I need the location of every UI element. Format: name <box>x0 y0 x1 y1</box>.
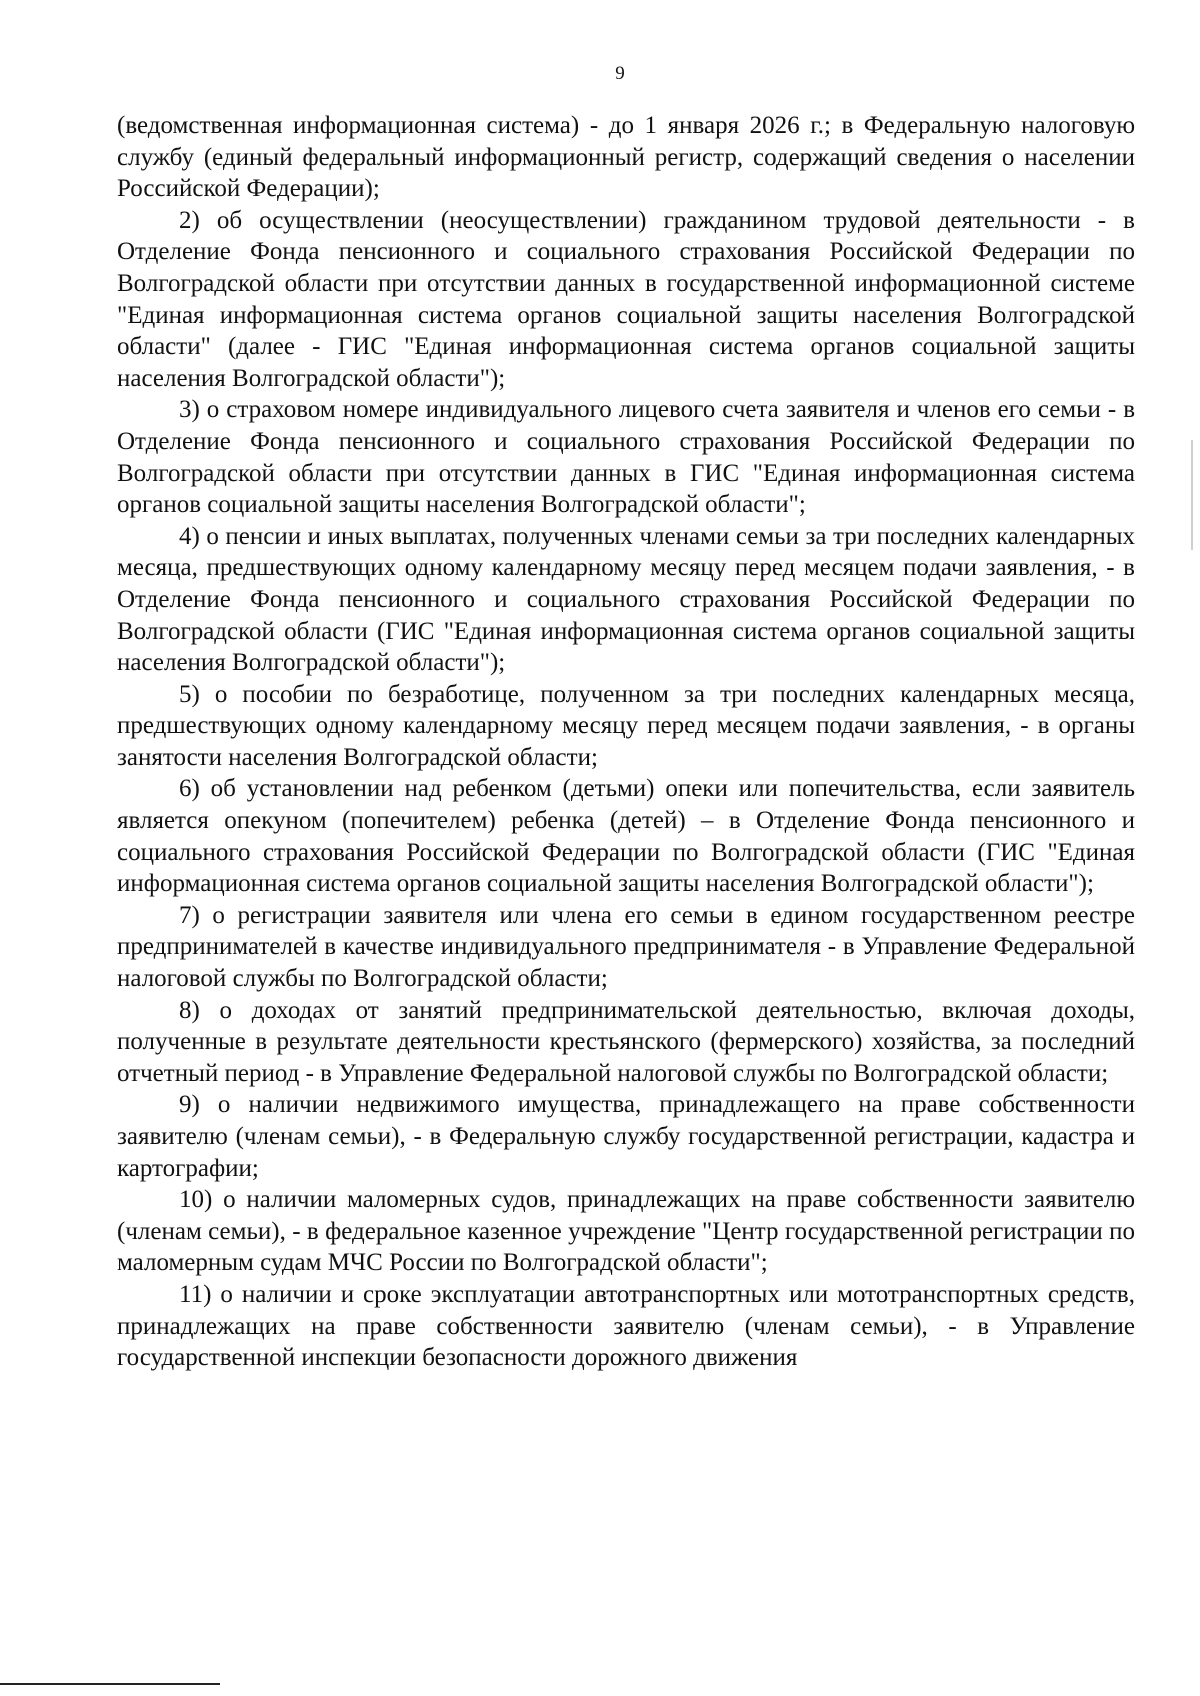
paragraph-item-8: 8) о доходах от занятий предпринимательской деятельностью, включая доходы, полученные в результате деятельности крестьянского (фермерского) хозяйства, за последний отчетный период - в Управление Федеральной налоговой службы по Волгоградской области; <box>117 996 1135 1087</box>
paragraph-item-4: 4) о пенсии и иных выплатах, полученных членами семьи за три последних календарных месяца, предшествующих одному календарному месяцу перед месяцем подачи заявления, - в Отделение Фонда пенсионного и социального страхования Российской Федерации по Волгоградской области (ГИС "Единая информационная система органов социальной защиты населения Волгоградской области"); <box>117 522 1135 677</box>
document-body <box>117 110 1135 1374</box>
paragraph-item-2: 2) об осуществлении (неосуществлении) гражданином трудовой деятельности - в Отделение Фонда пенсионного и социального страхования Российской Федерации по Волгоградской области при отсутствии данных в государственной информационной системе "Единая информационная система органов социальной защиты населения Волгоградской области" (далее - ГИС "Единая информационная система органов социальной защиты населения Волгоградской области"); <box>117 206 1135 392</box>
paragraph-continuation: (ведомственная информационная система) - до 1 января 2026 г.; в Федеральную налоговую службу (единый федеральный информационный регистр, содержащий сведения о населении Российской Федерации); <box>117 112 1135 203</box>
paragraph-item-3: 3) о страховом номере индивидуального лицевого счета заявителя и членов его семьи - в Отделение Фонда пенсионного и социального страхования Российской Федерации по Волгоградской области при отсутствии данных в ГИС "Единая информационная система органов социальной защиты населения Волгоградской области"; <box>117 396 1135 519</box>
paragraph-item-11: 11) о наличии и сроке эксплуатации автотранспортных или мототранспортных средств, принадлежащих на праве собственности заявителю (членам семьи), - в Управление государственной инспекции безопасности дорожного движения <box>117 1280 1135 1372</box>
paragraph-item-5: 5) о пособии по безработице, полученном за три последних календарных месяца, предшествующих одному календарному месяцу перед месяцем подачи заявления, - в органы занятости населения Волгоградской области; <box>117 680 1135 771</box>
page-number: 9 <box>615 63 625 84</box>
paragraph-item-6: 6) об установлении над ребенком (детьми) опеки или попечительства, если заявитель является опекуном (попечителем) ребенка (детей) – в Отделение Фонда пенсионного и социального страхования Российской Федерации по Волгоградской области (ГИС "Единая информационная система органов социальной защиты населения Волгоградской области"); <box>117 775 1135 898</box>
paragraph-item-7: 7) о регистрации заявителя или члена его семьи в едином государственном реестре предпринимателей в качестве индивидуального предпринимателя - в Управление Федеральной налоговой службы по Волгоградской области; <box>117 901 1135 993</box>
footer-rule <box>0 1683 220 1685</box>
scan-edge-mark <box>1191 440 1193 550</box>
paragraph-item-9: 9) о наличии недвижимого имущества, принадлежащего на праве собственности заявителю (членам семьи), - в Федеральную службу государственной регистрации, кадастра и картографии; <box>117 1091 1135 1182</box>
paragraph-item-10: 10) о наличии маломерных судов, принадлежащих на праве собственности заявителю (членам семьи), - в федеральное казенное учреждение "Центр государственной регистрации по маломерным судам МЧС России по Волгоградской области"; <box>117 1186 1135 1277</box>
